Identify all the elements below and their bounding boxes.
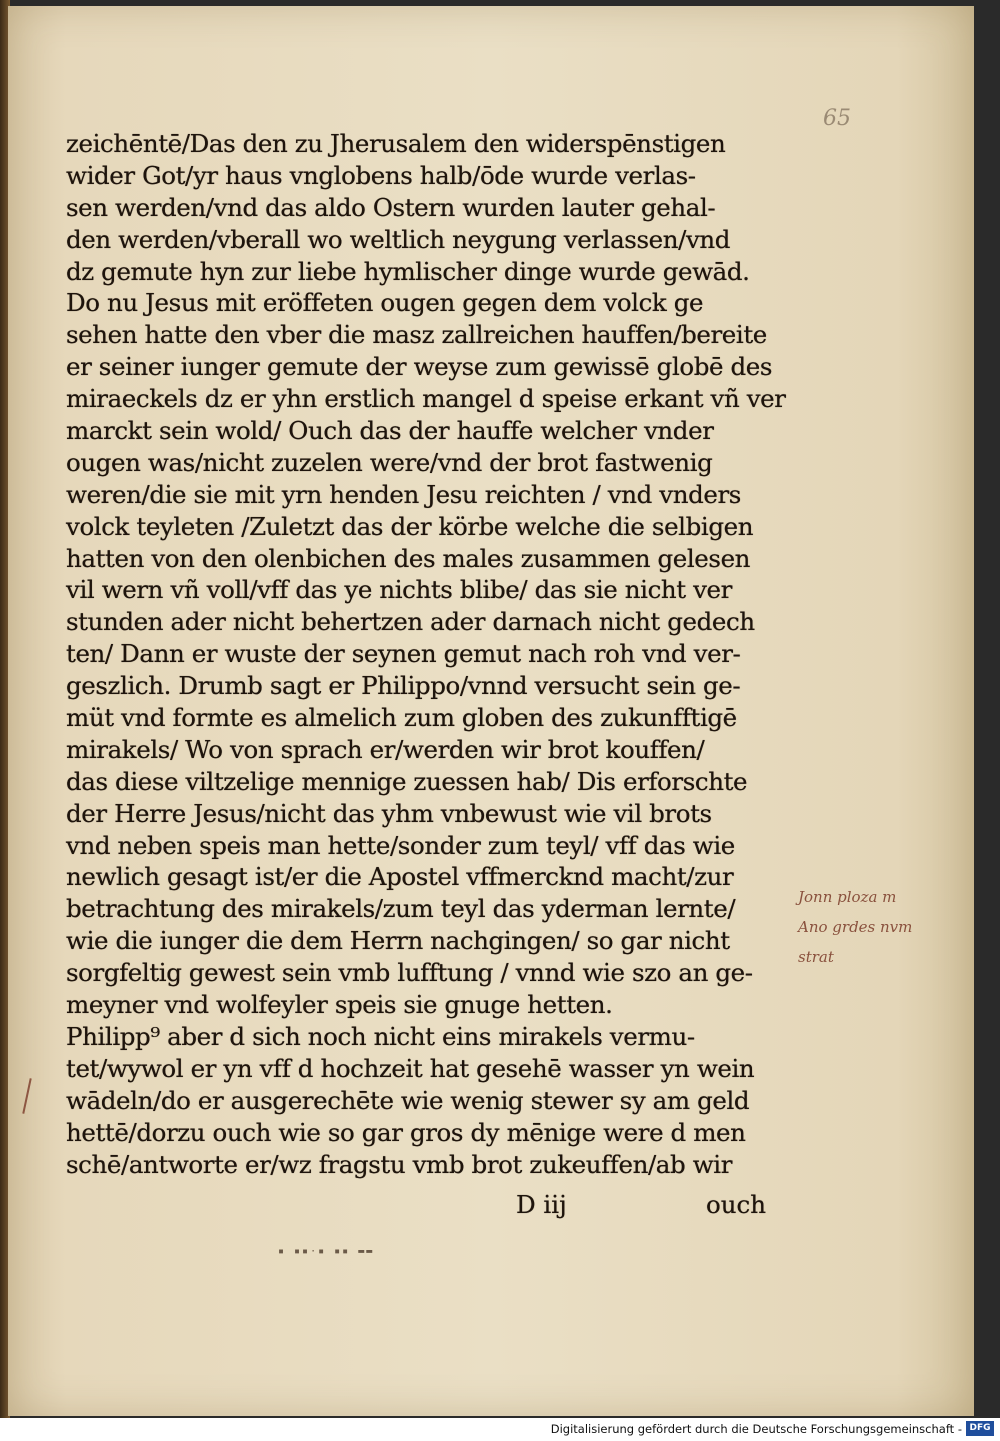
ink-bleed-marks: ▪ ▪▪·▪ ▪▪ ▬▬ bbox=[278, 1246, 375, 1257]
signature-mark: D iij bbox=[516, 1190, 567, 1219]
folio-number: 65 bbox=[823, 106, 851, 131]
text-line: betrachtung des mirakels/zum teyl das yderman lernte/ bbox=[66, 894, 736, 924]
footer-bar bbox=[0, 1418, 1000, 1441]
text-line: geszlich. Drumb sagt er Philippo/vnnd versucht sein ge- bbox=[66, 671, 741, 701]
text-line: schē/antworte er/wz fragstu vmb brot zukeuffen/ab wir bbox=[66, 1149, 733, 1179]
marginal-note: Jonn ploza m bbox=[798, 888, 897, 906]
text-line: stunden ader nicht behertzen ader darnach nicht gedech bbox=[66, 607, 755, 637]
text-line: sehen hatte den vber die masz zallreichen hauffen/bereite bbox=[66, 320, 767, 350]
text-line: newlich gesagt ist/er die Apostel vffmercknd macht/zur bbox=[66, 862, 734, 892]
handwritten-marginalia bbox=[798, 882, 978, 972]
text-line: vnd neben speis man hette/sonder zum teyl/ vff das wie bbox=[66, 830, 735, 860]
text-line: hettē/dorzu ouch wie so gar gros dy mēnige were d men bbox=[66, 1117, 746, 1147]
text-line: er seiner iunger gemute der weyse zum gewissē globē des bbox=[66, 352, 773, 382]
text-line: mirakels/ Wo von sprach er/werden wir brot kouffen/ bbox=[66, 734, 705, 764]
text-line: zeichēntē/Das den zu Jherusalem den widerspēnstigen bbox=[66, 129, 726, 158]
text-line: das diese viltzelige mennige zuessen hab/ Dis erforschte bbox=[66, 766, 748, 796]
dfg-logo-badge: DFG bbox=[966, 1421, 994, 1436]
text-line: wider Got/yr haus vnglobens halb/ōde wurde verlas- bbox=[66, 160, 696, 190]
marginal-note: strat bbox=[798, 948, 834, 966]
text-line: müt vnd formte es almelich zum globen des zukunfftigē bbox=[66, 703, 737, 733]
text-line: weren/die sie mit yrn henden Jesu reichten / vnd vnders bbox=[66, 479, 741, 509]
text-line: ougen was/nicht zuzelen were/vnd der brot fastwenig bbox=[66, 447, 713, 477]
body-text bbox=[66, 128, 796, 1180]
text-line: den werden/vberall wo weltlich neygung verlassen/vnd bbox=[66, 224, 731, 254]
text-line: marckt sein wold/ Ouch das der hauffe welcher vnder bbox=[66, 416, 714, 446]
text-line: wādeln/do er ausgerechēte wie wenig stewer sy am geld bbox=[66, 1085, 750, 1115]
margin-pen-stroke bbox=[22, 1078, 31, 1114]
text-line: meyner vnd wolfeyler speis sie gnuge hetten. bbox=[66, 990, 613, 1020]
text-line: miraeckels dz er yhn erstlich mangel d speise erkant vñ ver bbox=[66, 384, 786, 414]
text-line: Philipp⁹ aber d sich noch nicht eins mirakels vermu- bbox=[66, 1021, 695, 1051]
text-line: wie die iunger die dem Herrn nachgingen/ so gar nicht bbox=[66, 926, 730, 956]
text-line: dz gemute hyn zur liebe hymlischer dinge wurde gewād. bbox=[66, 256, 750, 286]
text-line: vil wern vñ voll/vff das ye nichts blibe/ das sie nicht ver bbox=[66, 575, 732, 605]
book-page bbox=[8, 6, 974, 1416]
text-line: volck teyleten /Zuletzt das der körbe welche die selbigen bbox=[66, 511, 754, 541]
text-line: sorgfeltig gewest sein vmb lufftung / vnnd wie szo an ge- bbox=[66, 958, 753, 988]
text-line: Do nu Jesus mit eröffeten ougen gegen dem volck ge bbox=[66, 288, 704, 318]
marginal-note: Ano grdes nvm bbox=[798, 918, 913, 936]
funding-notice: Digitalisierung gefördert durch die Deutsche Forschungsgemeinschaft - bbox=[550, 1422, 962, 1436]
text-line: sen werden/vnd das aldo Ostern wurden lauter gehal- bbox=[66, 192, 716, 222]
text-line: tet/wywol er yn vff d hochzeit hat gesehē wasser yn wein bbox=[66, 1053, 755, 1083]
catchword: ouch bbox=[706, 1190, 767, 1219]
text-line: der Herre Jesus/nicht das yhm vnbewust wie vil brots bbox=[66, 798, 712, 828]
text-line: hatten von den olenbichen des males zusammen gelesen bbox=[66, 543, 751, 573]
text-line: ten/ Dann er wuste der seynen gemut nach roh vnd ver- bbox=[66, 639, 741, 669]
